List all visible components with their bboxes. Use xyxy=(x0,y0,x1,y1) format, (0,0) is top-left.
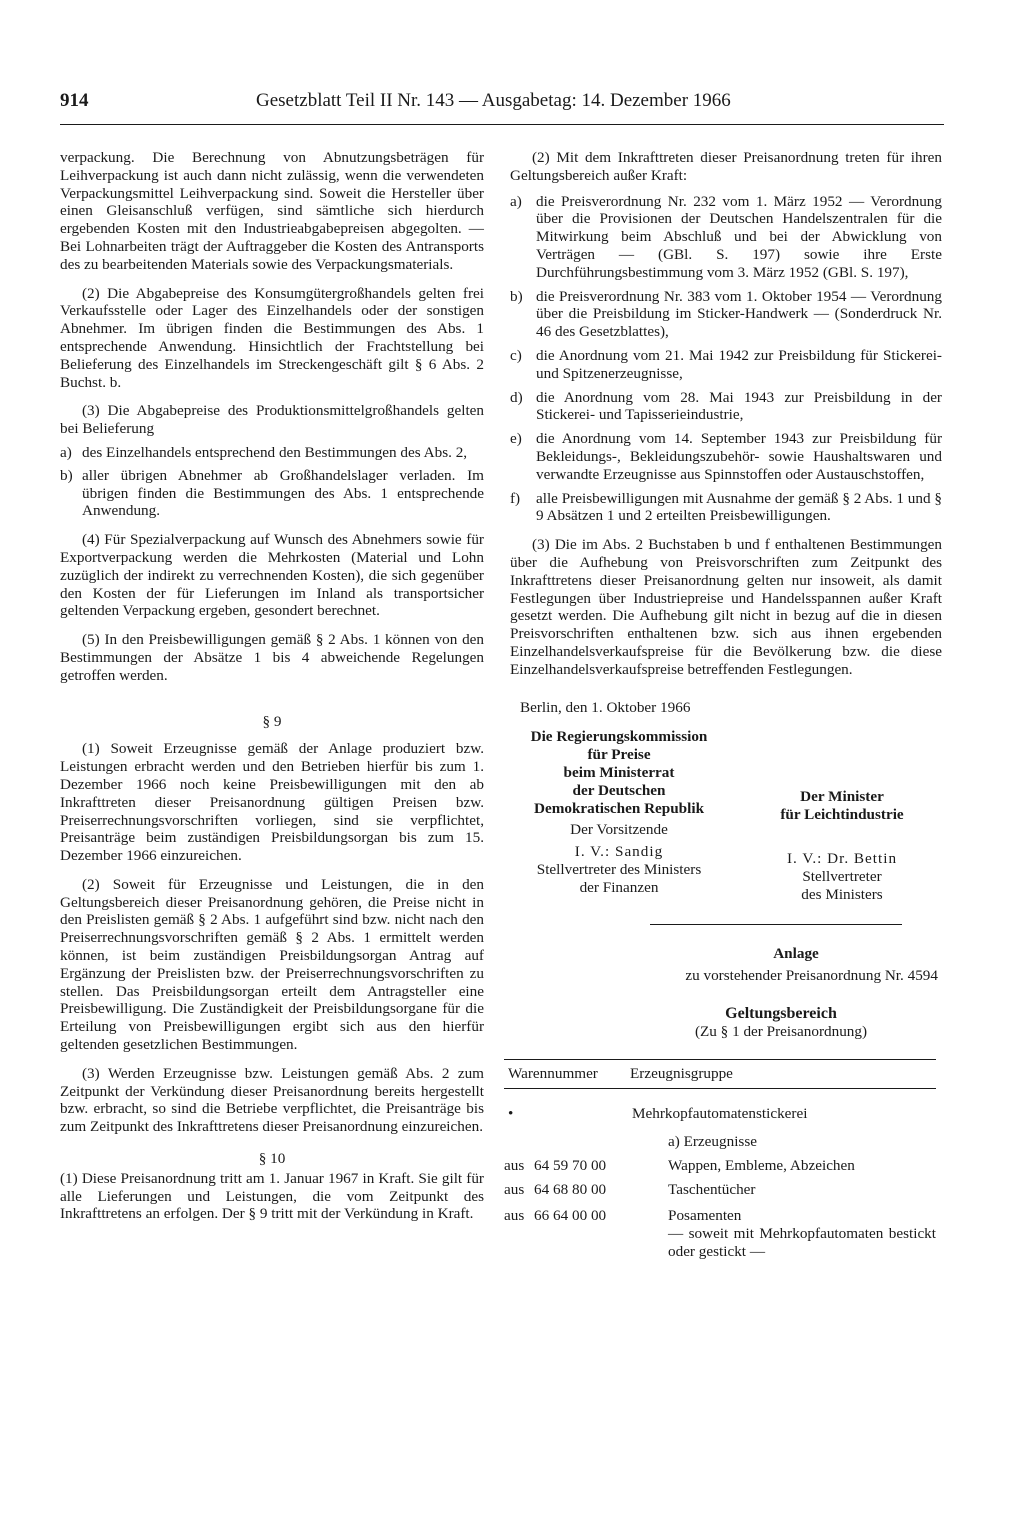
list-text: die Anordnung vom 21. Mai 1942 zur Preisbildung für Stickerei- und Spitzenerzeugnisse, xyxy=(536,346,942,382)
note-text: — soweit mit Mehrkopfautomaten bestickt oder gestickt — xyxy=(668,1224,936,1260)
signatory-line: Demokratischen Republik xyxy=(533,799,705,817)
table-row xyxy=(504,1103,936,1127)
table-row xyxy=(504,1131,936,1155)
list-marker: f) xyxy=(510,489,521,507)
gazette-title: Gesetzblatt Teil II Nr. 143 — Ausgabetag: 14. Dezember 1966 xyxy=(256,90,731,111)
list xyxy=(60,444,484,520)
list-text: die Anordnung vom 28. Mai 1943 zur Preisbildung in der Stickerei- und Tapisserieindustrie, xyxy=(536,388,942,424)
cell-aus: aus xyxy=(504,1156,525,1174)
list-item xyxy=(510,347,942,383)
paragraph: (2) Die Abgabepreise des Konsumgütergroßhandels gelten frei Verkaufsstelle oder Lager des Einzelhandels oder der sonstigen Abnehmer. Im übrigen finden die Bestimmungen des Abs. 1 entsprechende Anwendung. Hinsichtlich der Frachtstellung bei Belieferung des Einzelhandels im Streckengeschäft gilt § 6 Abs. 2 Buchst. b. xyxy=(60,284,484,391)
list-text: des Einzelhandels entsprechend den Bestimmungen des Abs. 2, xyxy=(82,443,468,461)
scope-title: Geltungsbereich xyxy=(725,1004,837,1022)
signatory-role: Stellvertreter des Ministers xyxy=(536,860,702,878)
list-text: alle Preisbewilligungen mit Ausnahme der gemäß § 2 Abs. 1 und § 9 Absätzen 1 und 2 erteilten Preisbewilligungen. xyxy=(536,489,942,525)
list-item xyxy=(510,490,942,526)
column-header: Warennummer xyxy=(508,1064,598,1082)
list-text: die Preisverordnung Nr. 383 vom 1. Oktober 1954 — Verordnung über die Preisbildung im Sticker-Handwerk — (Sonderdruck Nr. 46 des Gesetzblattes), xyxy=(536,287,942,341)
subgroup: a) Erzeugnisse xyxy=(668,1132,757,1150)
cell-product: Taschentücher xyxy=(668,1180,756,1198)
signature-commission xyxy=(510,728,728,896)
cell-product: Posamenten xyxy=(668,1206,742,1224)
list-item xyxy=(510,430,942,483)
list-item xyxy=(510,288,942,341)
scope-table xyxy=(504,1059,936,1261)
product-group: Mehrkopfautomatenstickerei xyxy=(632,1104,808,1122)
left-column xyxy=(60,149,484,1234)
cell-aus: aus xyxy=(504,1180,525,1198)
place-date: Berlin, den 1. Oktober 1966 xyxy=(520,698,691,716)
table-row xyxy=(504,1205,936,1229)
list-marker: b) xyxy=(60,466,73,484)
signatory-role: Der Vorsitzende xyxy=(570,821,668,839)
signatory-role: der Finanzen xyxy=(579,878,659,896)
paragraph: (4) Für Spezialverpackung auf Wunsch des Abnehmers sowie für Exportverpackung werden die Mehrkosten (Material und Lohn zuzüglich der indirekt zu verrechnenden Kosten), die sich gegenüber den Kosten der für Lieferungen im Inland als transportsicher geltenden Verpackung ergeben, gesondert berechnet. xyxy=(60,531,484,620)
right-column xyxy=(504,149,942,1261)
cell-number: 64 59 70 00 xyxy=(534,1156,607,1174)
list-marker: c) xyxy=(510,346,522,364)
signatory-role: Stellvertreter xyxy=(802,867,882,885)
page-header xyxy=(60,90,944,125)
paragraph: verpackung. Die Berechnung von Abnutzungsbeträgen für Leihverpackung ist auch dann nicht zulässig, wenn die verwendeten Verpackungsmittel Leihverpackung sind. Soweit die Hersteller über einen Gleisanschluß verfügen, sind sämtliche sich hierdurch ergebenden Kosten mit den Industrieabgabepreisen abgegolten. — Bei Lohnarbeiten trägt der Auftraggeber die Kosten des Antransports des zu bearbeitenden Materials sowie des Verpackungsmaterials. xyxy=(60,149,484,273)
list-marker: b) xyxy=(510,287,523,305)
bullet-mark: • xyxy=(508,1104,514,1122)
list-marker: a) xyxy=(510,192,522,210)
list-marker: e) xyxy=(510,430,522,448)
cell-number: 66 64 00 00 xyxy=(534,1206,607,1224)
annex-block xyxy=(510,945,942,1040)
paragraph: (3) Die Abgabepreise des Produktionsmittelgroßhandels gelten bei Belieferung xyxy=(60,402,484,438)
paragraph: (5) In den Preisbewilligungen gemäß § 2 Abs. 1 können von den Bestimmungen der Absätze 1 bis 4 abweichende Regelungen getroffen werden. xyxy=(60,631,484,684)
divider xyxy=(650,924,902,925)
paragraph: (2) Soweit für Erzeugnisse und Leistungen, die in den Geltungsbereich dieser Preisanordnung gehören, die Preise nicht in den Preislisten gemäß § 2 Abs. 1 aufgeführt sind bzw. nicht nach den Preiserrechnungsvorschriften gemäß § 2 Abs. 1 ermittelt werden können, ist beim zuständigen Preisbildungsorgan Antrag auf Ergänzung der Preislisten bzw. der Preiserrechnungsvorschriften zu stellen. Das Preisbildungsorgan erteilt dem Antragsteller eine Preisbewilligung. Die Zuständigkeit der Preisbildungsorgane für die Erteilung von Preisbewilligungen ergibt sich aus den hierfür geltenden gesetzlichen Bestimmungen. xyxy=(60,875,484,1054)
annex-title: Anlage xyxy=(773,945,819,963)
repeal-list xyxy=(510,193,942,526)
table-header xyxy=(504,1059,936,1089)
list-text: aller übrigen Abnehmer ab Großhandelslager verladen. Im übrigen finden die Bestimmungen des Abs. 1 entsprechende Anwendung. xyxy=(82,466,484,520)
paragraph: (3) Werden Erzeugnisse bzw. Leistungen gemäß Abs. 2 zum Zeitpunkt der Verkündung dieser Preisanordnung bereits hergestellt bzw. erbracht, so sind die Betriebe verpflichtet, die Preisanträge bis zum Zeitpunkt des Inkrafttretens dieser Preisanordnung einzureichen. xyxy=(60,1064,484,1136)
list-marker: a) xyxy=(60,443,72,461)
paragraph: (1) Diese Preisanordnung tritt am 1. Januar 1967 in Kraft. Sie gilt für alle Lieferungen und Leistungen, die vom Zeitpunkt des Inkrafttretens an erfolgen. Der § 9 tritt mit der Verkündung in Kraft. xyxy=(60,1169,484,1223)
cell-aus: aus xyxy=(504,1206,525,1224)
paragraph: (1) Soweit Erzeugnisse gemäß der Anlage produziert bzw. Leistungen erbracht werden und den Betrieben hierfür bis zum 1. Dezember 1966 noch keine Preisbewilligungen mit den ab Inkrafttreten dieser Preisanordnung gültigen Preisen bzw. Preiserrechnungsvorschriften vorliegen, sind sie verpflichtet, Preisanträge beim zuständigen Preisbildungsorgan bis zum 15. Dezember 1966 einzureichen. xyxy=(60,740,484,865)
cell-number: 64 68 80 00 xyxy=(534,1180,607,1198)
list-item xyxy=(510,193,942,282)
signatory-role: des Ministers xyxy=(801,885,883,903)
section-heading: § 9 xyxy=(262,712,282,730)
signatory-line: Die Regierungskommission xyxy=(530,728,708,746)
signatory-line: Der Minister xyxy=(800,788,884,806)
list-item xyxy=(60,467,484,520)
list-text: die Anordnung vom 14. September 1943 zur Preisbildung für Bekleidungs-, Bekleidungszubehör- sowie Haushaltswaren und verwandte Erzeugnisse aus Spinnstoffen oder Austauschstoffen, xyxy=(536,430,942,483)
signatory-name: I. V.: Dr. Bettin xyxy=(786,849,898,867)
column-header: Erzeugnisgruppe xyxy=(630,1064,733,1082)
scope-subtitle: (Zu § 1 der Preisanordnung) xyxy=(694,1022,868,1040)
signatory-line: der Deutschen xyxy=(572,781,666,799)
annex-subtitle: zu vorstehender Preisanordnung Nr. 4594 xyxy=(685,967,938,985)
section-heading: § 10 xyxy=(258,1150,286,1168)
signature-minister xyxy=(742,788,942,903)
signature-block xyxy=(510,728,942,918)
table-row xyxy=(504,1179,936,1203)
cell-product: Wappen, Embleme, Abzeichen xyxy=(668,1156,855,1174)
signatory-line: beim Ministerrat xyxy=(563,763,675,781)
list-item xyxy=(60,444,484,462)
signatory-line: für Leichtindustrie xyxy=(780,806,904,824)
paragraph: (2) Mit dem Inkrafttreten dieser Preisanordnung treten für ihren Geltungsbereich außer Kraft: xyxy=(510,149,942,184)
page-number: 914 xyxy=(60,90,89,111)
signatory-line: für Preise xyxy=(587,746,651,764)
list-item xyxy=(510,389,942,425)
signatory-name: I. V.: Sandig xyxy=(574,843,664,861)
table-row xyxy=(504,1155,936,1179)
list-marker: d) xyxy=(510,388,523,406)
paragraph: (3) Die im Abs. 2 Buchstaben b und f enthaltenen Bestimmungen über die Aufhebung von Preisvorschriften zum Zeitpunkt des Inkrafttretens dieser Preisanordnung gelten nur insoweit, als damit Festlegungen über Industriepreise und Handelsspannen außer Kraft gesetzt werden. Die Aufhebung gilt nicht in bezug auf die in diesen Preisvorschriften enthaltenen bzw. sich aus ihnen ergebenden Einzelhandelsverkaufspreise für die Bevölkerung bzw. die diese Einzelhandelsverkaufspreise betreffenden Festlegungen. xyxy=(510,536,942,678)
table-note xyxy=(504,1225,936,1261)
list-text: die Preisverordnung Nr. 232 vom 1. März 1952 — Verordnung über die Provisionen der Deutschen Handelszentralen für die Mitwirkung beim Abschluß und bei der Abwicklung von Verträgen — (GBl. S. 197) sowie ihre Erste Durchführungsbestimmung vom 3. März 1952 (GBl. S. 197), xyxy=(536,192,942,281)
